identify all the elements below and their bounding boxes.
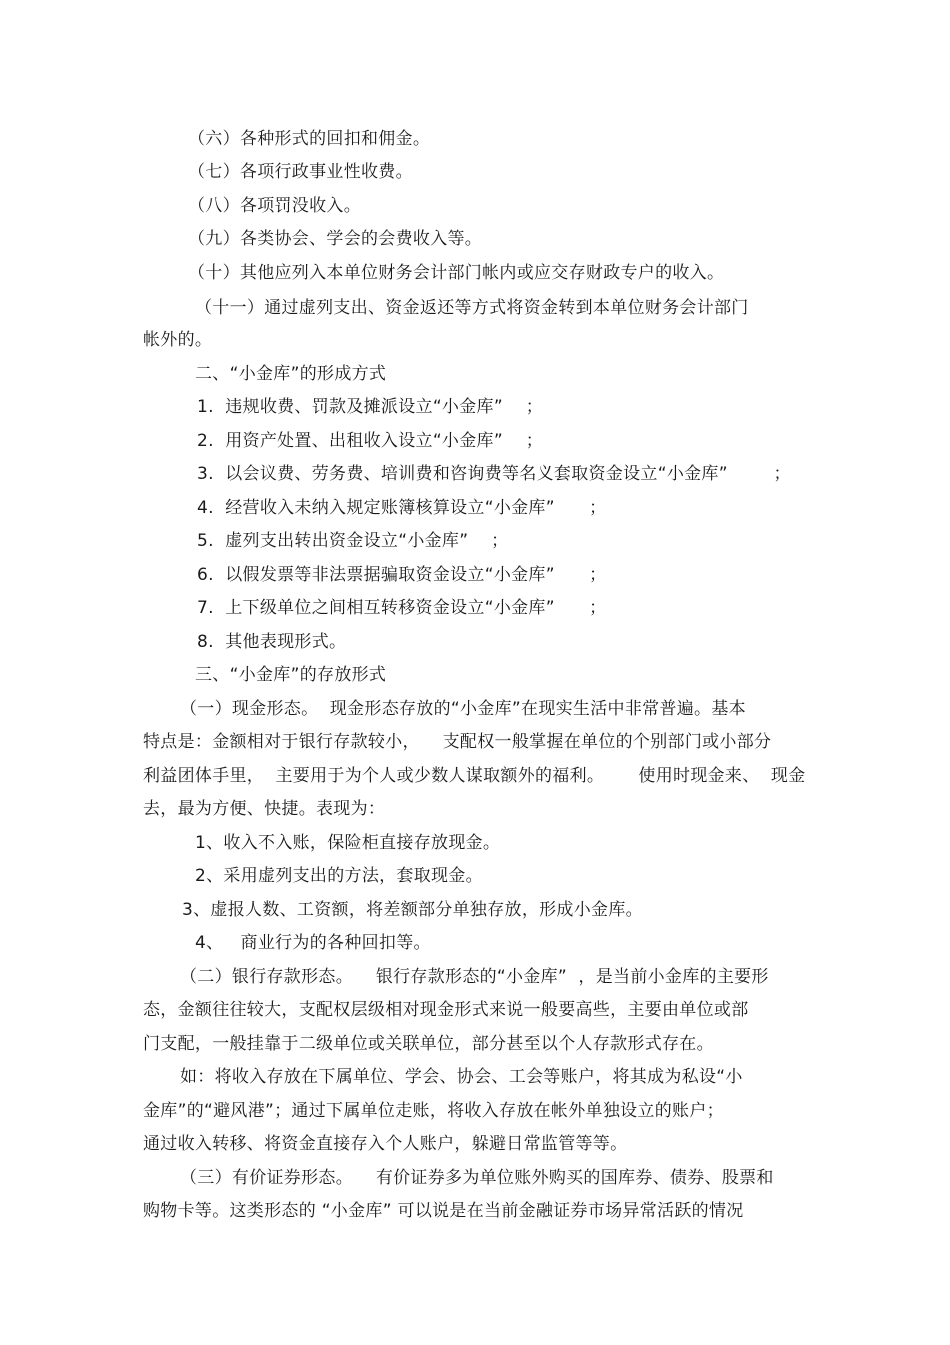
text-line: （九）各类协会、学会的会费收入等。: [188, 229, 483, 249]
text-line: （一）现金形态。 现金形态存放的“小金库”在现实生活中非常普遍。基本: [180, 699, 746, 719]
section-heading: 三、“小金库”的存放形式: [195, 665, 387, 685]
list-item: 8. 其他表现形式。: [197, 632, 347, 652]
text-line: （八）各项罚没收入。: [188, 196, 361, 216]
text-line: （七）各项行政事业性收费。: [188, 162, 413, 182]
text-line: （十一）通过虚列支出、资金返还等方式将资金转到本单位财务会计部门: [195, 298, 749, 318]
text-line: 如：将收入存放在下属单位、学会、协会、工会等账户，将其成为私设“小: [180, 1067, 743, 1087]
text-line: 金库”的“避风港”；通过下属单位走账，将收入存放在帐外单独设立的账户；: [143, 1101, 724, 1121]
list-item: 2、采用虚列支出的方法，套取现金。: [195, 866, 483, 886]
list-item: 6. 以假发票等非法票据骗取资金设立“小金库” ；: [197, 565, 607, 585]
list-item: 2. 用资产处置、出租收入设立“小金库” ；: [197, 431, 544, 451]
list-item: 3. 以会议费、劳务费、培训费和咨询费等名义套取资金设立“小金库” ；: [197, 464, 791, 484]
text-line: 态，金额往往较大，支配权层级相对现金形式来说一般要高些，主要由单位或部: [143, 1000, 749, 1020]
text-line: （三）有价证券形态。 有价证券多为单位账外购买的国库券、债券、股票和: [180, 1168, 774, 1188]
list-item: 4、 商业行为的各种回扣等。: [195, 933, 431, 953]
text-line: （二）银行存款形态。 银行存款形态的“小金库” ，是当前小金库的主要形: [180, 967, 769, 987]
text-line: 通过收入转移、将资金直接存入个人账户，躲避日常监管等等。: [143, 1134, 628, 1154]
list-item: 1、收入不入账，保险柜直接存放现金。: [195, 833, 501, 853]
text-line: 利益团体手里， 主要用于为个人或少数人谋取额外的福利。 使用时现金来、 现金: [143, 766, 806, 786]
list-item: 7. 上下级单位之间相互转移资金设立“小金库” ；: [197, 598, 607, 618]
list-item: 3、虚报人数、工资额，将差额部分单独存放，形成小金库。: [182, 900, 643, 920]
text-line: 门支配，一般挂靠于二级单位或关联单位，部分甚至以个人存款形式存在。: [143, 1034, 714, 1054]
section-heading: 二、“小金库”的形成方式: [195, 364, 387, 384]
text-line: （六）各种形式的回扣和佣金。: [188, 129, 431, 149]
list-item: 5. 虚列支出转出资金设立“小金库” ；: [197, 531, 509, 551]
text-line: 购物卡等。这类形态的 “小金库” 可以说是在当前金融证券市场异常活跃的情况: [143, 1201, 744, 1221]
list-item: 1. 违规收费、罚款及摊派设立“小金库” ；: [197, 397, 544, 417]
text-line: 帐外的。: [143, 330, 213, 350]
text-line: 特点是：金额相对于银行存款较小， 支配权一般掌握在单位的个别部门或小部分: [143, 732, 772, 752]
list-item: 4. 经营收入未纳入规定账簿核算设立“小金库” ；: [197, 498, 607, 518]
text-line: 去，最为方便、快捷。表现为：: [143, 799, 386, 819]
text-line: （十）其他应列入本单位财务会计部门帐内或应交存财政专户的收入。: [188, 263, 725, 283]
